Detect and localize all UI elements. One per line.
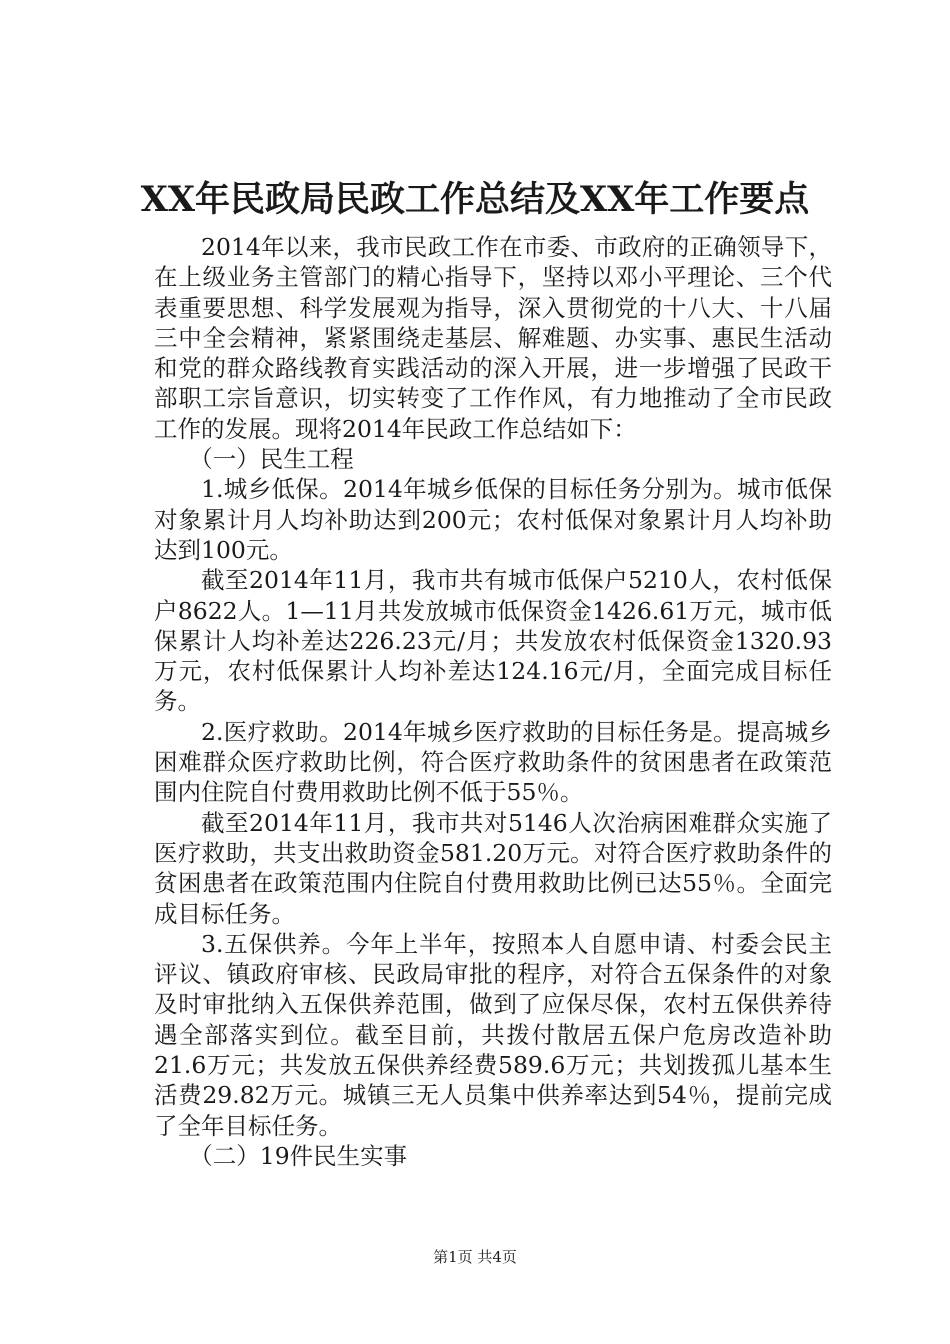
paragraph-medical-assistance: 2.医疗救助。2014年城乡医疗救助的目标任务是。提高城乡困难群众医疗救助比例，符合医疗救助条件的贫困患者在政策范围内住院自付费用救助比例不低于55％。 xyxy=(154,717,832,807)
paragraph-five-guarantees: 3.五保供养。今年上半年，按照本人自愿申请、村委会民主评议、镇政府审核、民政局审批的程序，对符合五保条件的对象及时审批纳入五保供养范围，做到了应保尽保，农村五保供养待遇全部落实到位。截至目前，共拨付散居五保户危房改造补助21.6万元；共发放五保供养经费589.6万元；共划拨孤儿基本生活费29.82万元。城镇三无人员集中供养率达到54％，提前完成了全年目标任务。 xyxy=(154,929,832,1140)
paragraph-urban-rural-subsistence: 1.城乡低保。2014年城乡低保的目标任务分别为。城市低保对象累计月人均补助达到200元；农村低保对象累计月人均补助达到100元。 xyxy=(154,475,832,564)
section-heading-livelihood-projects: （一）民生工程 xyxy=(189,445,354,474)
document-body xyxy=(154,232,832,1171)
paragraph-medical-progress: 截至2014年11月，我市共对5146人次治病困难群众实施了医疗救助，共支出救助资金581.20万元。对符合医疗救助条件的贫困患者在政策范围内住院自付费用救助比例已达55％。全面完成目标任务。 xyxy=(154,808,832,928)
paragraph-subsistence-progress: 截至2014年11月，我市共有城市低保户5210人，农村低保户8622人。1—11月共发放城市低保资金1426.61万元，城市低保累计人均补差达226.23元/月；共发放农村低保资金1320.93万元，农村低保累计人均补差达124.16元/月，全面完成目标任务。 xyxy=(154,566,832,716)
paragraph-intro: 2014年以来，我市民政工作在市委、市政府的正确领导下，在上级业务主管部门的精心指导下，坚持以邓小平理论、三个代表重要思想、科学发展观为指导，深入贯彻党的十八大、十八届三中全会精神，紧紧围绕走基层、解难题、办实事、惠民生活动和党的群众路线教育实践活动的深入开展，进一步增强了民政干部职工宗旨意识，切实转变了工作作风，有力地推动了全市民政工作的发展。现将2014年民政工作总结如下： xyxy=(154,233,832,443)
document-title: XX年民政局民政工作总结及XX年工作要点 xyxy=(140,179,810,220)
section-heading-19-livelihood-matters: （二）19件民生实事 xyxy=(189,1141,408,1170)
page-footer: 第1页 共4页 xyxy=(433,1248,517,1266)
